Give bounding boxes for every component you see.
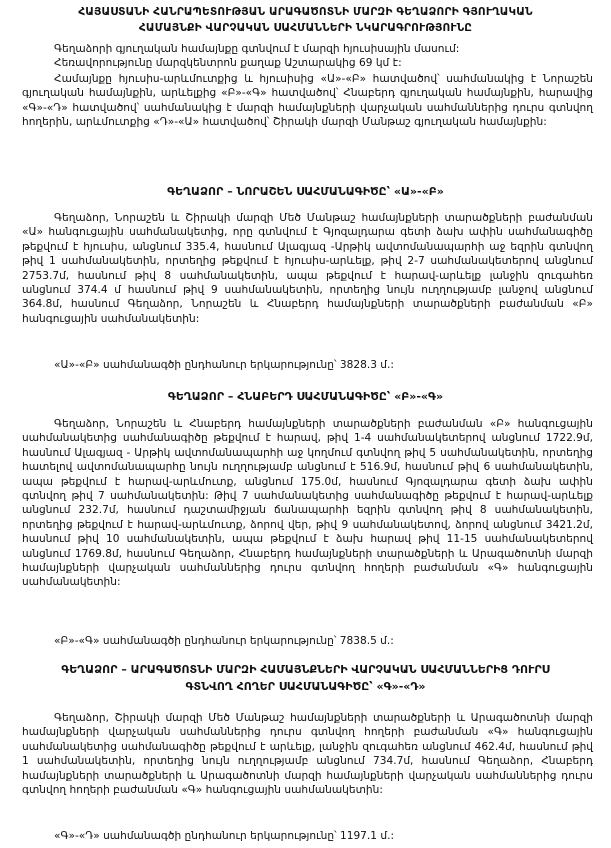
section-total-g-d: «Գ»-«Դ» սահմանագծի ընդհանուր երկարությունը՝ 1197.1 մ.: bbox=[54, 830, 395, 842]
intro-paragraph-3: Համայնքը հյուսիս-արևմուտքից և հյուսիսից «Ա»-«Բ» հատվածով՝ սահմանակից է Նորաշեն գյուղական համայնքին, արևելքից «Բ»-«Գ» հատվածով՝ Հնաբերդ գյուղական համայնքին, հարավից «Գ»-«Դ» հատվածով՝ սահմանակից է մարզի համայնքների վարչական սահմաններից դուրս գտնվող հողերին, արևմուտքից «Դ»-«Ա» հատվածով՝ Շիրակի մարզի Մանթաշ գյուղական համայնքին: bbox=[22, 73, 593, 129]
section-heading-a-b: ԳԵՂԱՁՈՐ – ՆՈՐԱՇԵՆ ՍԱՀՄԱՆԱԳԻԾԸ՝ «Ա»-«Բ» bbox=[167, 185, 444, 198]
section-body-g-d: Գեղաձոր, Շիրակի մարզի Մեծ Մանթաշ համայնքների տարածքների և Արագածոտնի մարզի համայնքների վարչական սահմաններից դուրս գտնվող հողերի բաժանման «Գ» հանգուցային սահմանակետից սահմանագիծը թեքվում է արևելք, լանջին զուգահեռ անցնում 462.4մ, հասնում թիվ 1 սահմանակետին, որտեղից նույն ուղղությամբ անցնում 734.7մ, հասնում Գեղաձոր, Հնաբերդ համայնքների տարածքների և Արագածոտնի մարզի համայնքների վարչական սահմաններից դուրս գտնվող հողերի բաժանման «Գ» հանգուցային սահմանակետին: bbox=[22, 712, 593, 797]
section-heading-g-d-line-1: ԳԵՂԱՁՈՐ – ԱՐԱԳԱԾՈՏՆԻ ՄԱՐԶԻ ՀԱՄԱՅՆՔՆԵՐԻ ՎԱՐՉԱԿԱՆ ՍԱՀՄԱՆՆԵՐԻՑ ԴՈՒՐՍ bbox=[61, 663, 550, 676]
intro-paragraph-1: Գեղաձորի գյուղական համայնքը գտնվում է մարզի հյուսիսային մասում: bbox=[54, 43, 460, 55]
intro-paragraph-2: Հեռավորությունը մարզկենտրոն քաղաք Աշտարակից 69 կմ է: bbox=[54, 57, 402, 69]
section-total-a-b: «Ա»-«Բ» սահմանագծի ընդհանուր երկարությունը՝ 3828.3 մ.: bbox=[54, 359, 394, 371]
document-title-line-2: ՀԱՄԱՅՆՔԻ ՎԱՐՉԱԿԱՆ ՍԱՀՄԱՆՆԵՐԻ ՆԿԱՐԱԳՐՈՒԹՅՈՒՆԸ bbox=[138, 22, 473, 34]
section-body-a-b: Գեղաձոր, Նորաշեն և Շիրակի մարզի Մեծ Մանթաշ համայնքների տարածքների բաժանման «Ա» հանգուցային սահմանակետից, որը գտնվում է Գյոզալդարա գետի ձախ ափին սահմանագիծը թեքվում է հյուսիս, անցնում 335.4, հասնում Ալագյազ -Արթիկ ավտոմանապարհի աջ եզրին գտնվող թիվ 1 սահմանակետին, որտեղից թեքվում է հյուսիս-արևելք, թիվ 2-7 սահմանակետերով անցնում 2753.7մ, հասնում թիվ 8 սահմանակետին, ապա թեքվում է հարավ-արևելք լանջին զուգահեռ անցնում 374.4 մ հասնում թիվ 9 սահմանակետին, որտեղից նույն ուղղությամբ լանջով անցնում 364.8մ, հասնում Գեղաձոր, Նորաշեն և Հնաբերդ համայնքների տարածքների բաժանման «Բ» հանգուցային սահմանակետին: bbox=[22, 212, 593, 325]
section-total-b-g: «Բ»-«Գ» սահմանագծի ընդհանուր երկարությունը՝ 7838.5 մ.: bbox=[54, 635, 394, 647]
document-title-line-1: ՀԱՅԱՍՏԱՆԻ ՀԱՆՐԱՊԵՏՈՒԹՅԱՆ ԱՐԱԳԱԾՈՏՆԻ ՄԱՐԶԻ ԳԵՂԱՁՈՐԻ ԳՅՈՒՂԱԿԱՆ bbox=[78, 6, 533, 18]
section-heading-b-g: ԳԵՂԱՁՈՐ – ՀՆԱԲԵՐԴ ՍԱՀՄԱՆԱԳԻԾԸ՝ «Բ»-«Գ» bbox=[167, 390, 444, 403]
section-body-b-g: Գեղաձոր, Նորաշեն և Հնաբերդ համայնքների տարածքների բաժանման «Բ» հանգուցային սահմանակետից սահմանագիծը թեքվում է հարավ, թիվ 1-4 սահմանակետերով անցնում 1722.9մ, հասնում Ալագյազ - Արթիկ ավտոմանապարհի աջ կողմում գտնվող թիվ 5 սահմանակետին, որտեղից հատելով ավտոմանապարհը նույն ուղղությամբ անցնում է 516.9մ, հասնում թիվ 6 սահմանակետին, ապա թեքվում է հարավ-արևմուտք, անցնում 175.0մ, հասնում Գյոզալդարա գետի ձախ ափին գտնվող թիվ 7 սահմանակետին: Թիվ 7 սահմանակետից սահմանագիծը թեքվում է հարավ-արևելք անցնում 232.7մ, հասնում դաշտամիջյան ճանապարհի եզրին գտնվող թիվ 8 սահմանակետին, որտեղից թեքվում է հարավ-արևմուտք, ձորով վեր, թիվ 9 սահմանակետով, ձորով անցնում 3421.2մ, հասնում թիվ 10 սահմանակետին, ապա թեքվում է ձախ հարավ թիվ 11-15 սահմանակետերով անցնում 1769.8մ, հասնում Գեղաձոր, Հնաբերդ համայնքների տարածքների և Արագածոտնի մարզի համայնքների վարչական սահմաններից դուրս գտնվող հողերի բաժանման «Գ» հանգուցային սահմանակետին: bbox=[22, 418, 593, 589]
section-heading-g-d-line-2: ԳՏՆՎՈՂ ՀՈՂԵՐ ՍԱՀՄԱՆԱԳԻԾԸ՝ «Գ»-«Դ» bbox=[185, 680, 426, 693]
